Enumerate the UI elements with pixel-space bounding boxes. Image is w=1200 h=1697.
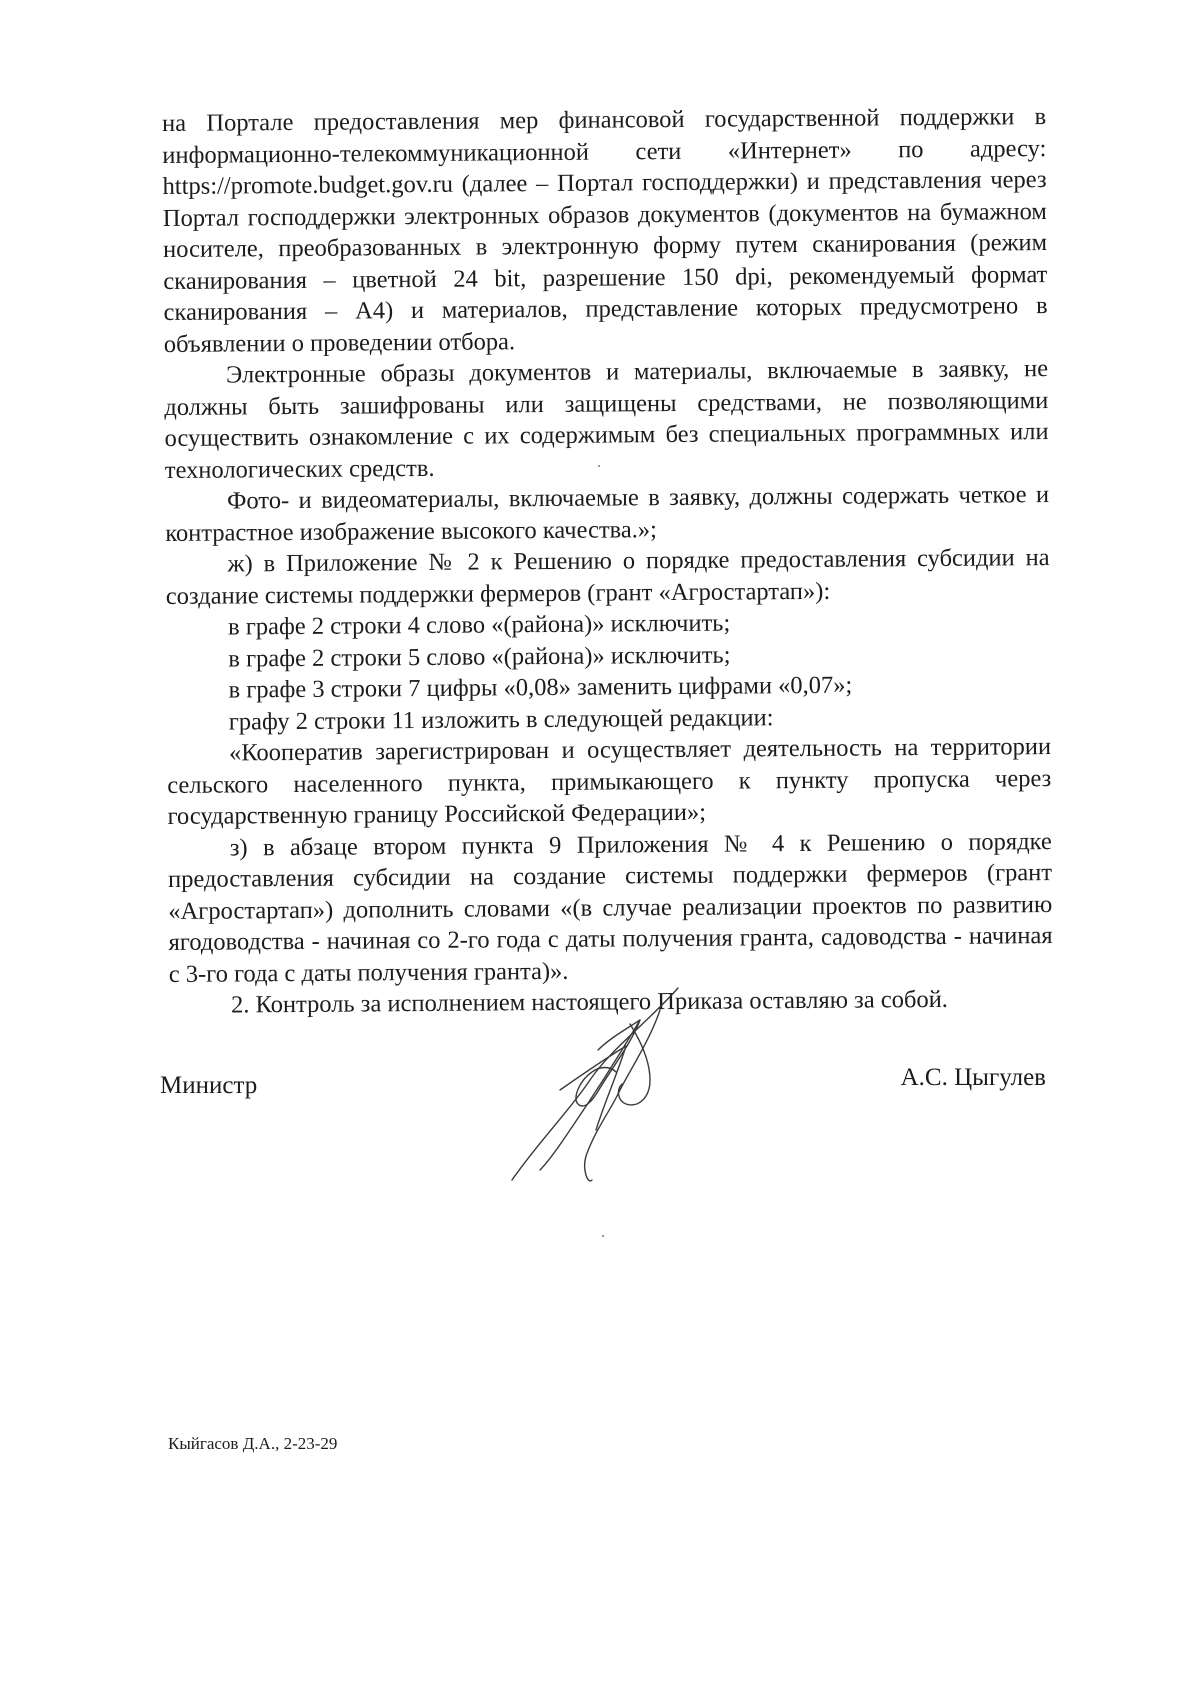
document-body — [162, 101, 1053, 1021]
handwritten-signature — [500, 980, 720, 1195]
paragraph-cooperative-quote: «Кооператив зарегистрирован и осуществляет деятельность на территории сельского населенного пункта, примыкающего к пункту пропуска через государственную границу Российской Федерации»; — [167, 733, 1052, 830]
list-item: в графе 2 строки 5 слово «(района)» исключить; — [228, 641, 731, 672]
list-item: графу 2 строки 11 изложить в следующей редакции: — [228, 703, 774, 735]
scan-speck — [602, 1235, 604, 1237]
scan-speck — [598, 465, 600, 467]
list-item: в графе 3 строки 7 цифры «0,08» заменить цифрами «0,07»; — [228, 671, 853, 704]
paragraph-control: 2. Контроль за исполнением настоящего Приказа оставляю за собой. — [230, 985, 948, 1019]
paragraph-item-z: з) в абзаце втором пункта 9 Приложения № 4 к Решению о порядке предоставления субсидии на создание системы поддержки фермеров (грант «Агростартап») дополнить словами «(в случае реализации проектов по развитию ягодоводства - начиная со 2-го года с даты получения гранта, садоводства - начиная с 3-го года с даты получения гранта)». — [167, 827, 1053, 988]
paragraph-item-zh: ж) в Приложение № 2 к Решению о порядке предоставления субсидии на создание системы поддержки фермеров (грант «Агростартап»): — [165, 544, 1050, 610]
list-item: в графе 2 строки 4 слово «(района)» исключить; — [227, 609, 731, 641]
signatory-position: Министр — [160, 1072, 258, 1099]
executor-footer: Кыйгасов Д.А., 2-23-29 — [168, 1434, 338, 1453]
signatory-name: А.С. Цыгулев — [900, 1064, 1046, 1091]
paragraph-electronic-images: Электронные образы документов и материалы, включаемые в заявку, не должны быть зашифрованы или защищены средствами, не позволяющими осуществить ознакомление с их содержимым без специальных программных или технологических средств. — [164, 355, 1049, 484]
paragraph-portal: на Портале предоставления мер финансовой государственной поддержки в информационно-телекоммуникационной сети «Интернет» по адресу: https://promote.budget.gov.ru (далее – Портал господдержки) и представления через Портал господдержки электронных образов документов (документов на бумажном носителе, преобразованных в электронную форму путем сканирования (режим сканирования – цветной 24 bit, разрешение 150 dpi, рекомендуемый формат сканирования – А4) и материалов, представление которых предусмотрено в объявлении о проведении отбора. — [162, 103, 1048, 358]
paragraph-photo-video: Фото- и видеоматериалы, включаемые в заявку, должны содержать четкое и контрастное изображение высокого качества.»; — [165, 481, 1050, 547]
